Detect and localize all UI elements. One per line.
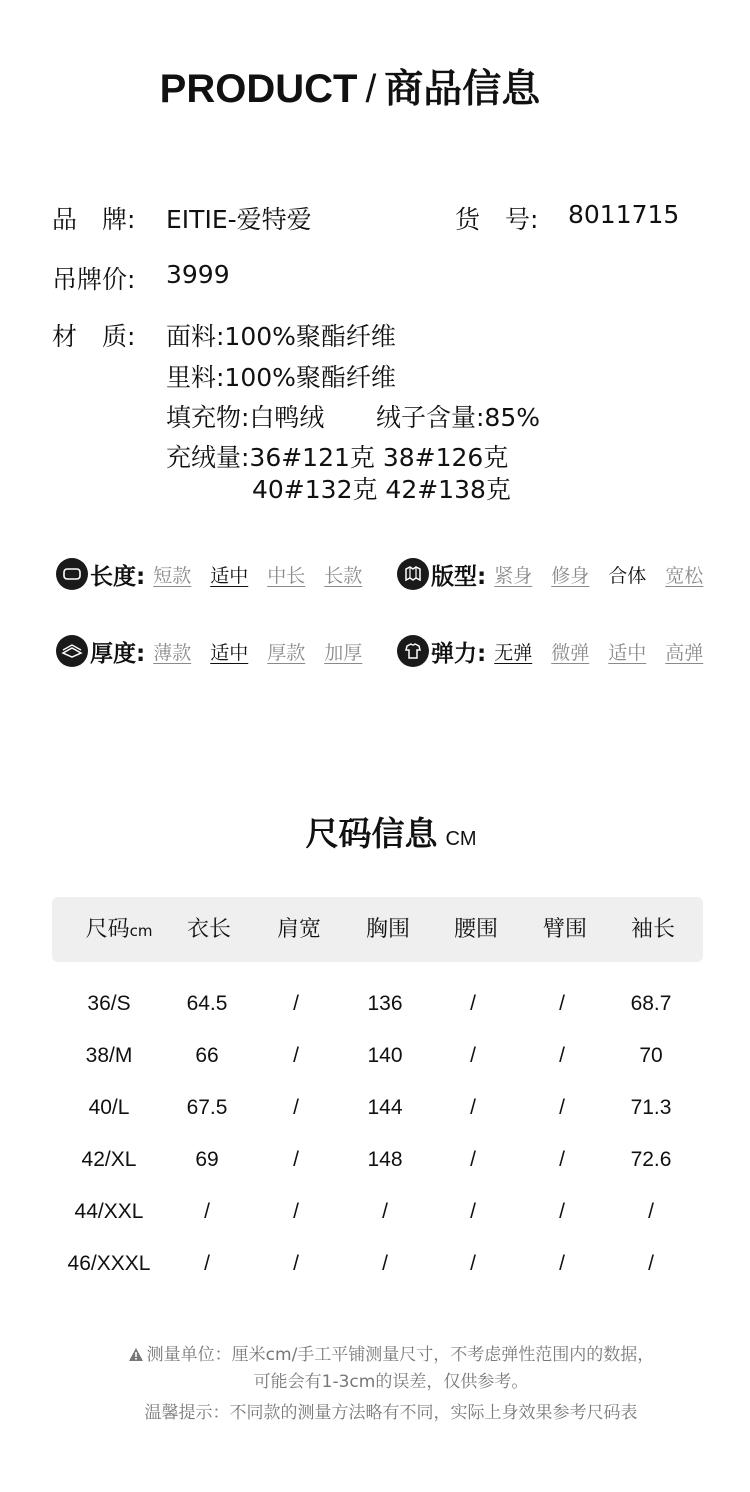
attr-label: 弹力: [431, 640, 487, 667]
attr-thickness [56, 633, 362, 669]
tag-price-label: 吊牌价: [52, 265, 136, 294]
brand-value: EITIE-爱特爱 [166, 205, 312, 234]
note-line-3: 温馨提示：不同款的测量方法略有不同，实际上身效果参考尺码表 [144, 1403, 638, 1423]
header-size-label: 尺码 [85, 917, 130, 942]
option-slight-stretch: 微弹 [551, 641, 590, 664]
warning-icon [128, 1347, 144, 1367]
attr-label: 版型: [431, 563, 487, 590]
table-cell: / [470, 1200, 476, 1223]
measurement-note [0, 1340, 750, 1367]
attr-label: 厚度: [90, 640, 146, 667]
table-cell: 44/XXL [74, 1200, 144, 1223]
elasticity-icon [397, 635, 429, 667]
size-title [0, 808, 750, 855]
table-cell: 69 [195, 1148, 219, 1171]
material-line: 填充物:白鸭绒 [166, 403, 325, 432]
table-cell: 68.7 [630, 992, 672, 1015]
header-size-unit: cm [129, 922, 153, 940]
table-cell: 46/XXXL [67, 1252, 151, 1275]
table-cell: / [382, 1252, 388, 1275]
header-shoulder: 肩宽 [276, 917, 321, 942]
table-cell: 140 [367, 1044, 403, 1067]
table-cell: 40/L [88, 1096, 130, 1119]
table-cell: 38/M [85, 1044, 133, 1067]
table-cell: / [470, 1096, 476, 1119]
option-mid-long: 中长 [267, 564, 306, 587]
option-high-stretch: 高弹 [665, 641, 704, 664]
option-extra-thick: 加厚 [324, 641, 363, 664]
option-medium: 适中 [210, 641, 249, 664]
table-cell: / [204, 1252, 210, 1275]
page-title [0, 58, 700, 114]
attr-elasticity [397, 633, 703, 669]
material-line: 绒子含量:85% [376, 403, 540, 432]
tag-price-value: 3999 [166, 260, 230, 289]
table-cell: / [559, 1148, 565, 1171]
length-icon [56, 558, 88, 590]
attr-fit [397, 556, 703, 592]
table-cell: 66 [195, 1044, 219, 1067]
sku-value: 8011715 [568, 200, 680, 229]
option-long: 长款 [324, 564, 363, 587]
table-cell: / [559, 1252, 565, 1275]
option-slim: 修身 [551, 564, 590, 587]
header-sleeve: 袖长 [630, 917, 675, 942]
table-cell: 70 [639, 1044, 663, 1067]
title-en: PRODUCT [159, 67, 358, 111]
table-cell: 64.5 [186, 992, 228, 1015]
table-cell: 42/XL [81, 1148, 137, 1171]
table-cell: 148 [367, 1148, 403, 1171]
note-line-2: 可能会有1-3cm的误差，仅供参考。 [253, 1372, 529, 1392]
option-short: 短款 [153, 564, 192, 587]
brand-label: 品 牌: [52, 205, 136, 234]
header-length: 衣长 [186, 917, 231, 942]
table-cell: 72.6 [630, 1148, 672, 1171]
material-line: 40#132克 42#138克 [252, 475, 511, 504]
option-thin: 薄款 [153, 641, 192, 664]
table-cell: / [470, 992, 476, 1015]
table-cell: 136 [367, 992, 403, 1015]
table-cell: / [382, 1200, 388, 1223]
fit-icon [397, 558, 429, 590]
title-separator: / [365, 68, 377, 111]
header-waist: 腰围 [453, 917, 498, 942]
table-cell: / [293, 992, 299, 1015]
table-cell: / [470, 1044, 476, 1067]
table-cell: 144 [367, 1096, 403, 1119]
option-thick: 厚款 [267, 641, 306, 664]
table-cell: / [293, 1096, 299, 1119]
material-line: 面料:100%聚酯纤维 [166, 322, 396, 351]
table-cell: / [559, 992, 565, 1015]
attr-label: 长度: [90, 563, 146, 590]
size-table-header [52, 897, 703, 962]
table-cell: / [293, 1148, 299, 1171]
table-cell: / [470, 1252, 476, 1275]
sku-label: 货 号: [455, 205, 539, 234]
table-cell: 36/S [87, 992, 131, 1015]
note-line-1: 测量单位：厘米cm/手工平铺测量尺寸，不考虑弹性范围内的数据， [146, 1345, 655, 1365]
option-tight: 紧身 [494, 564, 533, 587]
table-cell: / [204, 1200, 210, 1223]
size-title-unit: CM [445, 828, 477, 850]
header-chest: 胸围 [365, 917, 410, 942]
table-cell: / [293, 1044, 299, 1067]
header-arm: 臂围 [542, 917, 587, 942]
option-medium-stretch: 适中 [608, 641, 647, 664]
attr-length [56, 556, 362, 592]
table-cell: / [648, 1252, 654, 1275]
table-cell: / [559, 1096, 565, 1119]
title-cn: 商品信息 [384, 67, 541, 112]
table-cell: / [559, 1200, 565, 1223]
material-label: 材 质: [52, 322, 136, 351]
thickness-icon [56, 635, 88, 667]
table-cell: / [470, 1148, 476, 1171]
option-loose: 宽松 [665, 564, 704, 587]
table-cell: / [293, 1200, 299, 1223]
table-cell: 71.3 [630, 1096, 672, 1119]
option-regular: 合体 [608, 564, 647, 587]
option-medium: 适中 [210, 564, 249, 587]
material-line: 里料:100%聚酯纤维 [166, 363, 396, 392]
table-cell: / [293, 1252, 299, 1275]
material-line: 充绒量:36#121克 38#126克 [166, 443, 509, 472]
header-size [69, 897, 169, 962]
table-cell: / [648, 1200, 654, 1223]
size-title-text: 尺码信息 [305, 814, 438, 853]
table-cell: 67.5 [186, 1096, 228, 1119]
table-cell: / [559, 1044, 565, 1067]
option-no-stretch: 无弹 [494, 641, 533, 664]
